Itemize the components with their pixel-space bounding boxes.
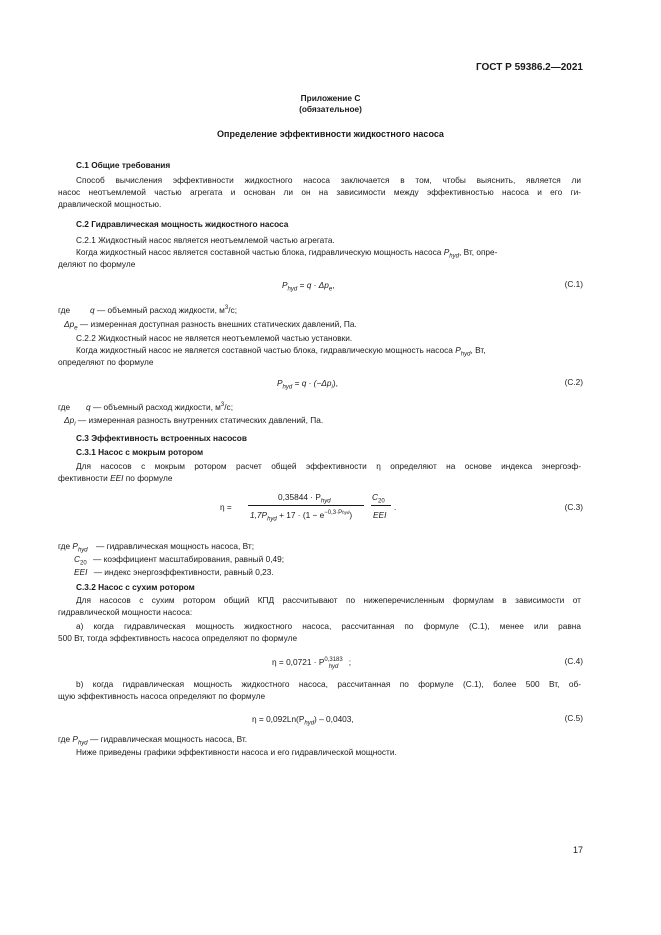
legend-gde: где <box>58 402 71 412</box>
formula-c2: $P_{hyd} = q \cdot (-\Delta p_i)$, <box>277 378 338 391</box>
formula-number: (С.2) <box>564 377 583 387</box>
paragraph-line: дравлической мощностью. <box>58 199 162 209</box>
formula-number: (С.4) <box>564 656 583 666</box>
legend-q: q — объемный расход жидкости, $м^3/с$; <box>90 305 238 315</box>
formula-c1: $P_{hyd} = q \cdot \Delta p_e$, <box>282 280 335 293</box>
paragraph-line: Когда жидкостный насос является составной частью блока, гидравлическую мощность насоса $P_{hyd}$, Вт, опре- <box>76 247 498 260</box>
paragraph-line: b) когда гидравлическая мощность жидкостного насоса, рассчитанная по формуле (С.1), более 500 Вт, об- <box>76 679 581 689</box>
formula-c5: $\eta = 0,092Ln(P_{hyd}) - 0,0403$, <box>252 714 354 727</box>
formula-number: (С.3) <box>564 502 583 512</box>
paragraph-line: Для насосов с мокрым ротором расчет общей эффективности η определяют на основе индекса энергоэф- <box>76 461 581 471</box>
legend-phyd: где $P_{hyd}$ — гидравлическая мощность насоса, Вт. <box>58 734 248 747</box>
formula-number: (С.1) <box>564 279 583 289</box>
paragraph-line: Для насосов с сухим ротором общий КПД рассчитывают по нижеперечисленным формулам в зависимости от <box>76 595 581 605</box>
appendix-label: Приложение С <box>300 93 361 103</box>
formula-numerator: $0,35844 \cdot P_{hyd}$ <box>278 492 331 505</box>
legend-c20: $C_{20}$ — коэффициент масштабирования, равный 0,49; <box>74 554 285 567</box>
formula-number: (С.5) <box>564 713 583 723</box>
formula-eei: EEI <box>373 510 387 520</box>
paragraph-line: Способ вычисления эффективности жидкостного насоса заключается в том, чтобы выяснить, является ли <box>76 175 581 185</box>
paragraph-line: насос неотъемлемой частью агрегата и основан ли он на зависимости между эффективностью насоса и его ги- <box>58 187 581 197</box>
page-number: 17 <box>572 845 583 855</box>
legend-dpi: $\Delta p_i$ — измеренная разность внутренних статических давлений, Па. <box>64 415 324 428</box>
subsection-heading-c32: С.3.2 Насос с сухим ротором <box>76 582 195 592</box>
legend-q: q — объемный расход жидкости, $м^3/с$; <box>86 402 234 412</box>
paragraph-line: Когда жидкостный насос не является составной частью блока, гидравлическую мощность насоса $P_{hyd}$, Вт, <box>76 345 486 358</box>
legend-dpe: $\Delta p_e$ — измеренная доступная разность внешних статических давлений, Па. <box>64 319 357 332</box>
paragraph-line: щую эффективность насоса определяют по формуле <box>58 691 266 701</box>
legend-eei: EEI — индекс энергоэффективности, равный 0,23. <box>74 567 274 577</box>
page-title: Определение эффективности жидкостного насоса <box>217 129 444 139</box>
formula-denominator: $1,7P_{hyd} + 17 \cdot (1 - e^{-0,3\cdot Phyd})$ <box>250 510 353 523</box>
appendix-status: (обязательное) <box>299 104 362 114</box>
paragraph-line: Ниже приведены графики эффективности насоса и его гидравлической мощности. <box>76 747 397 757</box>
fraction-bar <box>371 505 391 506</box>
section-heading-c3: С.3 Эффективность встроенных насосов <box>76 433 247 443</box>
paragraph-line: 500 Вт, тогда эффективность насоса определяют по формуле <box>58 633 298 643</box>
fraction-bar <box>248 505 364 506</box>
formula-c20: $C_{20}$ <box>372 492 385 505</box>
subsection-heading-c31: С.3.1 Насос с мокрым ротором <box>76 447 204 457</box>
paragraph-line: а) когда гидравлическая мощность жидкостного насоса, рассчитанная по формуле (С.1), менее или равна <box>76 621 581 631</box>
formula-c4: $\eta = 0,0721 \cdot P^{0,3183}_{hyd}$ ; <box>272 657 352 670</box>
legend-gde: где <box>58 305 71 315</box>
formula-period: . <box>394 502 397 512</box>
section-heading-c1: С.1 Общие требования <box>76 160 171 170</box>
legend-phyd: где $P_{hyd}$ — гидравлическая мощность насоса, Вт; <box>58 541 255 554</box>
clause-c21: С.2.1 Жидкостный насос является неотъемлемой частью агрегата. <box>76 235 335 245</box>
paragraph-line: фективности EEI по формуле <box>58 473 173 483</box>
section-heading-c2: С.2 Гидравлическая мощность жидкостного насоса <box>76 219 289 229</box>
paragraph-line: определяют по формуле <box>58 357 154 367</box>
clause-c22: С.2.2 Жидкостный насос не является неотъемлемой частью установки. <box>76 333 353 343</box>
paragraph-line: гидравлической мощности насоса: <box>58 607 193 617</box>
document-header: ГОСТ Р 59386.2—2021 <box>475 62 583 73</box>
paragraph-line: деляют по формуле <box>58 259 136 269</box>
formula-eta: η = <box>220 502 232 512</box>
